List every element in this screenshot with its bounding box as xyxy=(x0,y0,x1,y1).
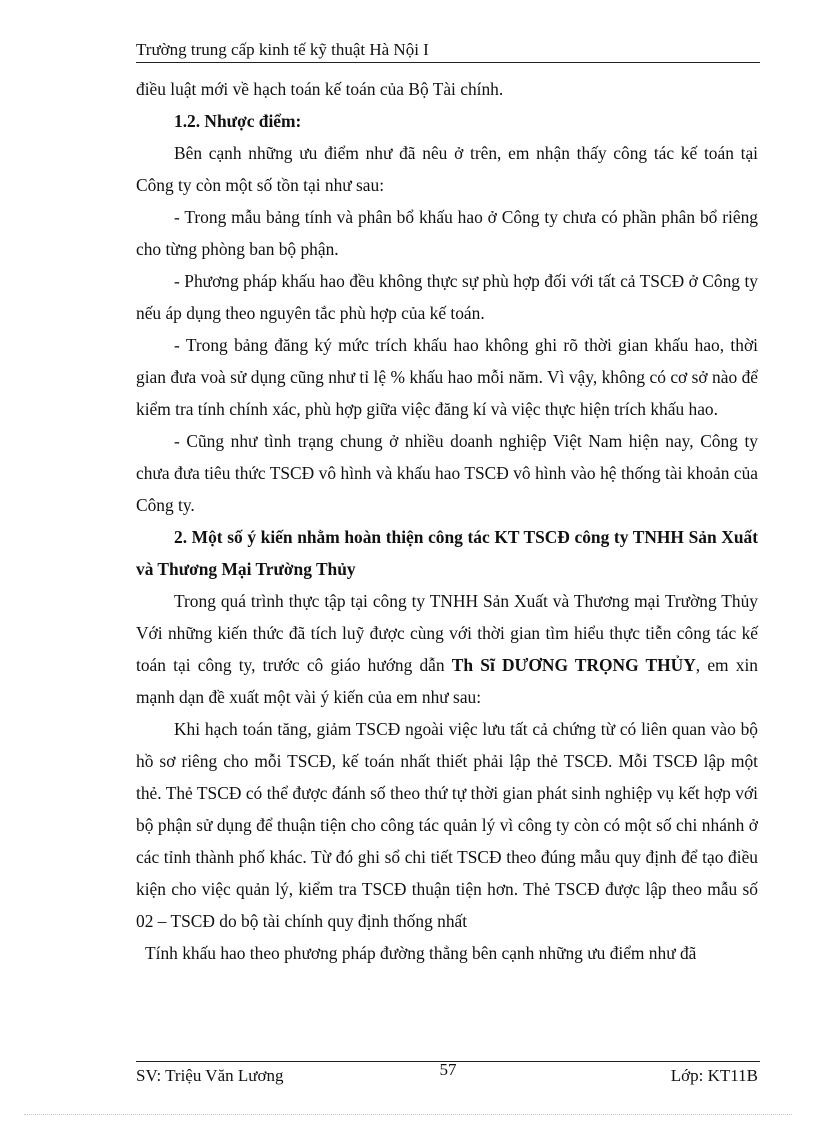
heading-weaknesses: 1.2. Nhược điểm: xyxy=(174,111,302,131)
paragraph-weakness-3: - Trong bảng đăng ký mức trích khấu hao không ghi rõ thời gian khấu hao, thời gian đưa voà sử dụng cũng như tỉ lệ % khấu hao mỗi năm. Vì vậy, không có cơ sở nào để kiểm tra tính chính xác, phù hợp giữa việc đăng kí và việc thực hiện trích khấu hao. xyxy=(136,335,758,419)
header-school-name: Trường trung cấp kinh tế kỹ thuật Hà Nội I xyxy=(136,40,429,59)
paragraph-intro-weaknesses: Bên cạnh những ưu điểm như đã nêu ở trên, em nhận thấy công tác kế toán tại Công ty còn một số tồn tại như sau: xyxy=(136,143,758,195)
footer-class: Lớp: KT11B xyxy=(670,1066,758,1085)
page-number: 57 xyxy=(439,1060,457,1079)
paragraph-internship-intro xyxy=(136,585,758,713)
footer-student-name: SV: Triệu Văn Lương xyxy=(136,1066,284,1085)
internship-text-b: , em xin mạnh dạn đề xuất một vài ý kiến của em như sau: xyxy=(136,655,758,707)
page-body xyxy=(136,73,758,969)
paragraph-weakness-4: - Cũng như tình trạng chung ở nhiều doanh nghiệp Việt Nam hiện nay, Công ty chưa đưa tiêu thức TSCĐ vô hình và khấu hao TSCĐ vô hình vào hệ thống tài khoản của Công ty. xyxy=(136,431,758,515)
paragraph-continuation: điều luật mới về hạch toán kế toán của Bộ Tài chính. xyxy=(136,79,504,99)
paragraph-asset-card: Khi hạch toán tăng, giảm TSCĐ ngoài việc lưu tất cả chứng từ có liên quan vào bộ hồ sơ riêng cho mỗi TSCĐ, kế toán nhất thiết phải lập thẻ TSCĐ. Mỗi TSCĐ lập một thẻ. Thẻ TSCĐ có thể được đánh số theo thứ tự thời gian phát sinh nghiệp vụ kết hợp với bộ phận sử dụng để thuận tiện cho công tác quản lý vì công ty còn có một số chi nhánh ở các tỉnh thành phố khác. Từ đó ghi sổ chi tiết TSCĐ theo đúng mẫu quy định để tạo điều kiện cho việc quản lý, kiểm tra TSCĐ thuận tiện hơn. Thẻ TSCĐ được lập theo mẫu số 02 – TSCĐ do bộ tài chính quy định thống nhất xyxy=(136,719,758,931)
heading-improvement-suggestions: 2. Một số ý kiến nhằm hoàn thiện công tác KT TSCĐ công ty TNHH Sản Xuất và Thương Mại Trường Thủy xyxy=(136,527,758,579)
paragraph-depreciation: Tính khấu hao theo phương pháp đường thẳng bên cạnh những ưu điểm như đã xyxy=(145,943,697,963)
paragraph-weakness-2: - Phương pháp khấu hao đều không thực sự phù hợp đối với tất cả TSCĐ ở Công ty nếu áp dụng theo nguyên tắc phù hợp của kế toán. xyxy=(136,271,758,323)
page-edge-dotted-line xyxy=(24,1114,792,1115)
page-footer xyxy=(136,1060,758,1088)
paragraph-weakness-1: - Trong mẫu bảng tính và phân bổ khấu hao ở Công ty chưa có phần phân bổ riêng cho từng phòng ban bộ phận. xyxy=(136,207,758,259)
advisor-name: Th Sĩ DƯƠNG TRỌNG THỦY xyxy=(451,655,696,675)
page-header xyxy=(136,38,760,63)
internship-text-a: Trong quá trình thực tập tại công ty TNHH Sản Xuất và Thương mại Trường Thủy Với những kiến thức đã tích luỹ được cùng với thời gian tìm hiểu thực tiễn công tác kế toán tại công ty, trước cô giáo hướng dẫn xyxy=(136,591,758,675)
